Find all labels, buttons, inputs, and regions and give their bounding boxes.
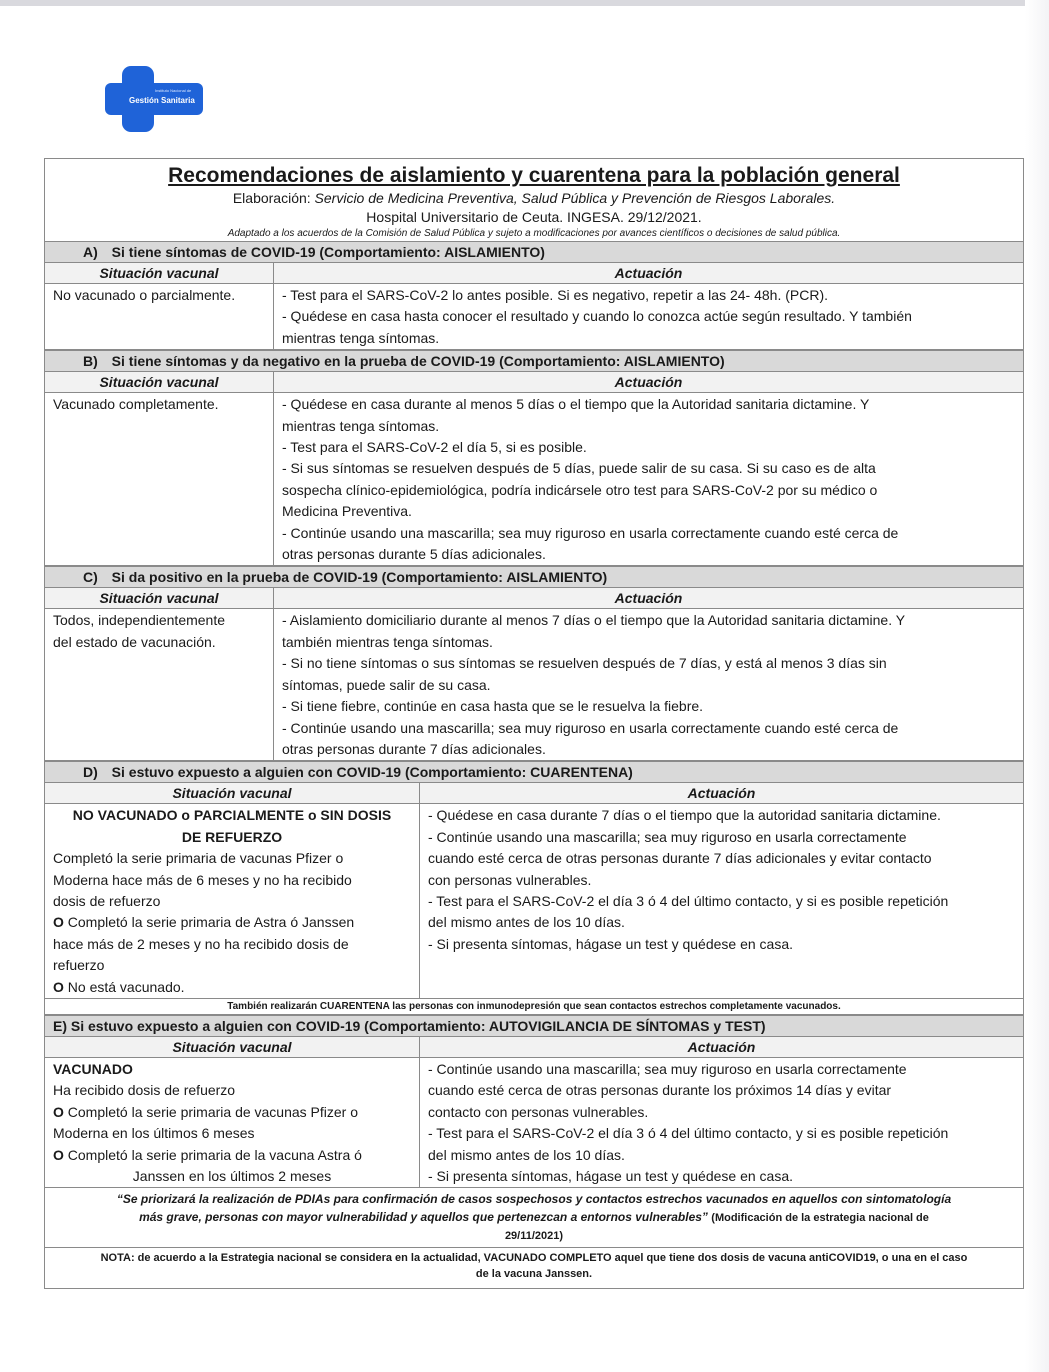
nota-line: de la vacuna Janssen. bbox=[475, 1268, 593, 1281]
section-a-title: Si tiene síntomas de COVID-19 (Comportamiento: AISLAMIENTO) bbox=[111, 244, 545, 260]
section-d-title: Si estuvo expuesto a alguien con COVID-19 (Comportamiento: CUARENTENA) bbox=[111, 764, 633, 781]
section-a-label: A) bbox=[83, 244, 98, 260]
actuacion-line: síntomas, puede salir de su casa. bbox=[282, 676, 491, 693]
o-mark: O bbox=[53, 1103, 64, 1120]
actuacion-line: - Si presenta síntomas, hágase un test y quédese en casa. bbox=[428, 935, 793, 952]
quote-line: más grave, personas con mayor vulnerabilidad y aquellos que pertenezcan a entornos vulnerables” bbox=[139, 1210, 708, 1225]
actuacion-line: otras personas durante 7 días adicionales. bbox=[282, 740, 546, 757]
actuacion-line: - Test para el SARS-CoV-2 el día 3 ó 4 del último contacto, y si es posible repetición bbox=[428, 1125, 949, 1142]
section-d-actuacion bbox=[420, 804, 1023, 998]
actuacion-line: - Continúe usando una mascarilla; sea muy riguroso en usarla correctamente cuando esté cerca de bbox=[282, 524, 899, 541]
actuacion-line: del mismo antes de los 10 días. bbox=[428, 914, 625, 931]
actuacion-line: contacto con personas vulnerables. bbox=[428, 1103, 649, 1120]
section-e-column-headers bbox=[45, 1037, 1023, 1058]
situacion-line bbox=[53, 977, 411, 998]
section-b-header bbox=[45, 350, 1023, 372]
section-d-note: También realizarán CUARENTENA las personas con inmunodepresión que sean contactos estrechos completamente vacunados. bbox=[45, 999, 1023, 1015]
actuacion-line: - Si presenta síntomas, hágase un test y quédese en casa. bbox=[428, 1168, 793, 1184]
col-header-situacion: Situación vacunal bbox=[45, 588, 274, 608]
elaboracion-line bbox=[45, 189, 1023, 208]
adaptado-line: Adaptado a los acuerdos de la Comisión de Salud Pública y sujeto a modificaciones por avances científicos o decisiones de salud pública. bbox=[227, 228, 841, 239]
section-a-header bbox=[45, 241, 1023, 263]
col-header-actuacion: Actuación bbox=[274, 263, 1023, 283]
section-b-row bbox=[45, 393, 1023, 566]
situacion-heading: VACUNADO bbox=[53, 1060, 133, 1077]
o-mark: O bbox=[53, 1146, 64, 1163]
section-b-column-headers bbox=[45, 372, 1023, 393]
section-c-header bbox=[45, 566, 1023, 588]
actuacion-line: - Continúe usando una mascarilla; sea muy riguroso en usarla correctamente bbox=[428, 828, 907, 845]
situacion-heading: NO VACUNADO o PARCIALMENTE o SIN DOSIS bbox=[72, 807, 392, 824]
quote-line: “Se priorizará la realización de PDIAs para confirmación de casos sospechosos y contactos estrechos vacunados en aquellos con sintomatología bbox=[116, 1192, 952, 1207]
situacion-line: Moderna en los últimos 6 meses bbox=[53, 1125, 255, 1142]
actuacion-line: - Si sus síntomas se resuelven después de 5 días, puede salir de su casa. Si su caso es de alta bbox=[282, 460, 876, 477]
situacion-line: No vacunado o parcialmente. bbox=[53, 287, 236, 303]
situacion-line bbox=[53, 1102, 411, 1123]
actuacion-line: - Quédese en casa hasta conocer el resultado y cuando lo conozca actúe según resultado. Y también bbox=[282, 308, 912, 325]
logo-name-2: Sanitaria bbox=[161, 96, 195, 105]
hospital-line: Hospital Universitario de Ceuta. INGESA. 29/12/2021. bbox=[366, 209, 702, 225]
priority-quote bbox=[45, 1188, 1023, 1248]
o-mark: O bbox=[53, 978, 64, 995]
document-header bbox=[45, 163, 1023, 241]
elaboracion-label: Elaboración: bbox=[232, 190, 311, 206]
actuacion-line: - Quédese en casa durante 7 días o el tiempo que la autoridad sanitaria dictamine. bbox=[428, 807, 941, 824]
quote-modification-date: 29/11/2021) bbox=[504, 1230, 564, 1243]
section-e-situacion bbox=[45, 1058, 420, 1187]
actuacion-line: sospecha clínico-epidemiológica, podría indicársele otro test para SARS-CoV-2 por su médico o bbox=[282, 481, 878, 498]
col-header-actuacion: Actuación bbox=[420, 1037, 1023, 1057]
situacion-heading: DE REFUERZO bbox=[181, 828, 283, 845]
actuacion-line: mientras tenga síntomas. bbox=[282, 329, 440, 346]
logo-name-1: Gestión bbox=[129, 96, 159, 105]
situacion-line bbox=[53, 1145, 411, 1166]
col-header-situacion: Situación vacunal bbox=[45, 263, 274, 283]
situacion-line: Vacunado completamente. bbox=[53, 396, 219, 413]
actuacion-line: cuando esté cerca de otras personas durante 7 días adicionales y evitar contacto bbox=[428, 850, 932, 867]
situacion-line: del estado de vacunación. bbox=[53, 633, 216, 650]
actuacion-line: - Test para el SARS-CoV-2 lo antes posible. Si es negativo, repetir a las 24- 48h. (PCR). bbox=[282, 287, 829, 303]
actuacion-line: - Test para el SARS-CoV-2 el día 3 ó 4 del último contacto, y si es posible repetición bbox=[428, 892, 949, 909]
section-b-label: B) bbox=[83, 353, 98, 370]
situacion-line bbox=[53, 912, 411, 933]
situacion-text: No está vacunado. bbox=[63, 978, 185, 995]
actuacion-line: - Si tiene fiebre, continúe en casa hasta que se le resuelva la fiebre. bbox=[282, 698, 704, 715]
col-header-actuacion: Actuación bbox=[274, 588, 1023, 608]
logo-small-text: Instituto Nacional de bbox=[155, 88, 192, 93]
situacion-line: Moderna hace más de 6 meses y no ha recibido bbox=[53, 871, 352, 888]
actuacion-line: - Aislamiento domiciliario durante al menos 7 días o el tiempo que la Autoridad sanitaria dictamine. Y bbox=[282, 612, 906, 629]
situacion-line: hace más de 2 meses y no ha recibido dosis de bbox=[53, 935, 349, 952]
nota-footnote bbox=[45, 1248, 1023, 1284]
actuacion-line: - Si no tiene síntomas o sus síntomas se resuelven después de 7 días, y está al menos 3 días sin bbox=[282, 655, 887, 672]
section-b-actuacion bbox=[274, 393, 1023, 565]
elaboracion-text: Servicio de Medicina Preventiva, Salud Pública y Prevención de Riesgos Laborales. bbox=[314, 190, 836, 206]
actuacion-line: Medicina Preventiva. bbox=[282, 503, 412, 520]
section-e-title: Si estuvo expuesto a alguien con COVID-19 (Comportamiento: AUTOVIGILANCIA DE SÍNTOMAS y TEST) bbox=[70, 1017, 766, 1034]
section-d-label: D) bbox=[83, 764, 98, 781]
actuacion-line: cuando esté cerca de otras personas durante los próximos 14 días y evitar bbox=[428, 1082, 892, 1099]
col-header-situacion: Situación vacunal bbox=[45, 372, 274, 392]
section-c-label: C) bbox=[83, 569, 98, 586]
section-b-situacion bbox=[45, 393, 274, 565]
situacion-text: Completó la serie primaria de la vacuna Astra ó bbox=[63, 1146, 362, 1163]
section-e-label: E) bbox=[53, 1017, 67, 1034]
section-d-header bbox=[45, 761, 1023, 783]
col-header-actuacion: Actuación bbox=[420, 783, 1023, 803]
right-edge bbox=[1025, 0, 1049, 1372]
situacion-text: Completó la serie primaria de vacunas Pfizer o bbox=[63, 1103, 359, 1120]
actuacion-line: del mismo antes de los 10 días. bbox=[428, 1146, 625, 1163]
section-d-situacion bbox=[45, 804, 420, 998]
nota-line: NOTA: de acuerdo a la Estrategia nacional se considera en la actualidad, VACUNADO COMPLETO aquel que tiene dos dosis de vacuna antiCOVID19, o una en el caso bbox=[100, 1252, 968, 1265]
section-d-row bbox=[45, 804, 1023, 999]
col-header-actuacion: Actuación bbox=[274, 372, 1023, 392]
col-header-situacion: Situación vacunal bbox=[45, 783, 420, 803]
o-mark: O bbox=[53, 914, 64, 931]
document-title: Recomendaciones de aislamiento y cuarentena para la población general bbox=[168, 164, 900, 187]
section-d-column-headers bbox=[45, 783, 1023, 804]
actuacion-line: con personas vulnerables. bbox=[428, 871, 592, 888]
col-header-situacion: Situación vacunal bbox=[45, 1037, 420, 1057]
actuacion-line: - Test para el SARS-CoV-2 el día 5, si es posible. bbox=[282, 439, 587, 456]
situacion-line: Janssen en los últimos 2 meses bbox=[132, 1168, 332, 1184]
section-a-actuacion bbox=[274, 284, 1023, 349]
situacion-line: refuerzo bbox=[53, 957, 105, 974]
actuacion-line: también mientras tenga síntomas. bbox=[282, 633, 493, 650]
section-c-actuacion bbox=[274, 609, 1023, 760]
situacion-line: Todos, independientemente bbox=[53, 612, 226, 629]
situacion-text: Completó la serie primaria de Astra ó Janssen bbox=[63, 914, 355, 931]
section-c-title: Si da positivo en la prueba de COVID-19 (Comportamiento: AISLAMIENTO) bbox=[111, 569, 608, 586]
section-a-row bbox=[45, 284, 1023, 350]
top-edge bbox=[0, 0, 1049, 6]
ingesa-logo bbox=[105, 66, 203, 132]
section-e-actuacion bbox=[420, 1058, 1023, 1187]
quote-modification: (Modificación de la estrategia nacional de bbox=[711, 1212, 929, 1225]
section-b-title: Si tiene síntomas y da negativo en la prueba de COVID-19 (Comportamiento: AISLAMIENTO) bbox=[111, 353, 725, 370]
actuacion-line: otras personas durante 5 días adicionales. bbox=[282, 546, 546, 563]
section-e-header bbox=[45, 1015, 1023, 1037]
section-c-row bbox=[45, 609, 1023, 761]
actuacion-line: mientras tenga síntomas. bbox=[282, 417, 440, 434]
section-a-column-headers bbox=[45, 263, 1023, 284]
actuacion-line: - Continúe usando una mascarilla; sea muy riguroso en usarla correctamente cuando esté cerca de bbox=[282, 719, 899, 736]
situacion-line: Completó la serie primaria de vacunas Pfizer o bbox=[53, 850, 344, 867]
situacion-line: dosis de refuerzo bbox=[53, 892, 161, 909]
section-a-situacion bbox=[45, 284, 274, 349]
section-e-row bbox=[45, 1058, 1023, 1188]
section-c-situacion bbox=[45, 609, 274, 760]
actuacion-line: - Quédese en casa durante al menos 5 días o el tiempo que la Autoridad sanitaria dictamine. Y bbox=[282, 396, 870, 413]
actuacion-line: - Continúe usando una mascarilla; sea muy riguroso en usarla correctamente bbox=[428, 1060, 907, 1077]
situacion-line: Ha recibido dosis de refuerzo bbox=[53, 1082, 236, 1099]
section-c-column-headers bbox=[45, 588, 1023, 609]
recommendations-document bbox=[44, 158, 1024, 1289]
